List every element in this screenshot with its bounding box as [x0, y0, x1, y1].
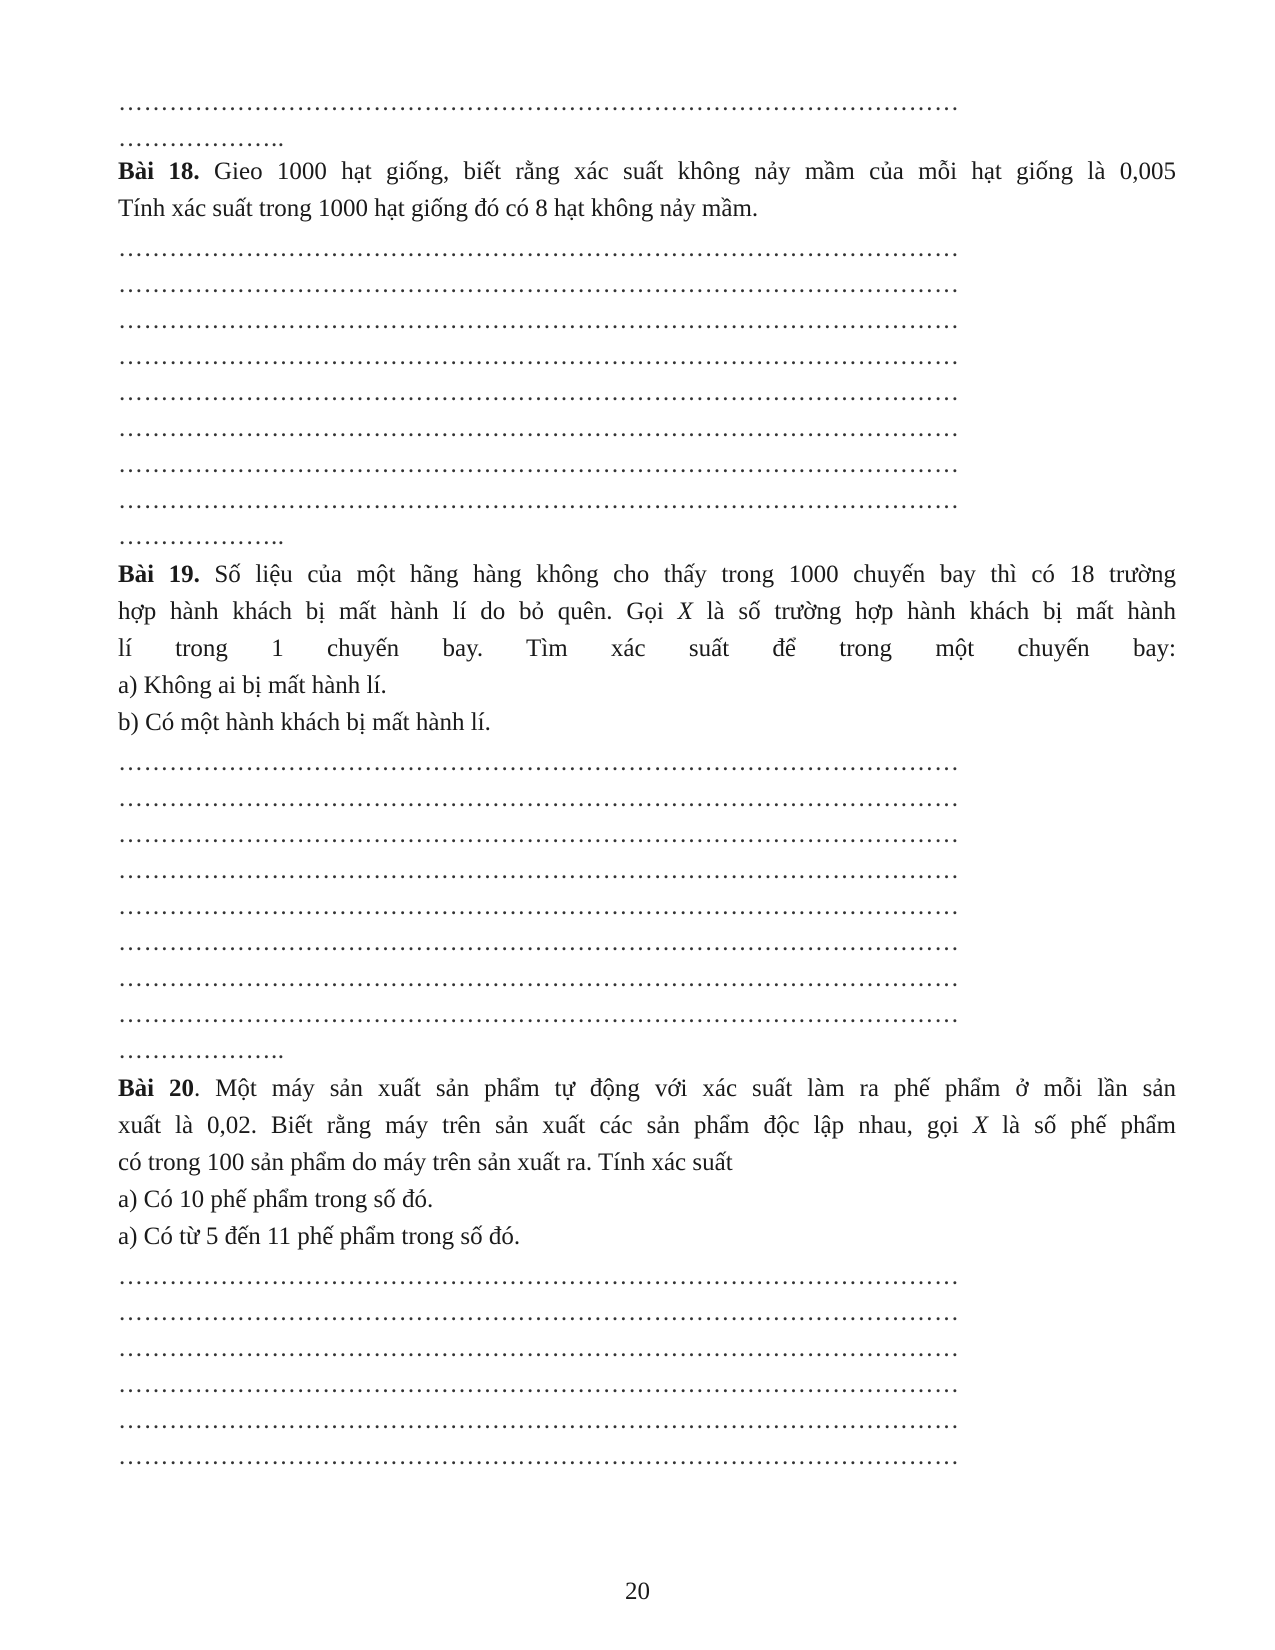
answer-line: ………………………………………………………………………………………	[118, 235, 960, 262]
answer-line: ………………………………………………………………………………………	[118, 1371, 960, 1398]
answer-line: ………………………………………………………………………………………	[118, 1335, 960, 1362]
exercise-20-line-1: Bài 20. Một máy sản xuất sản phẩm tự động với xác suất làm ra phế phẩm ở mỗi lần sản	[118, 1075, 1176, 1102]
answer-line: ………………………………………………………………………………………	[118, 343, 960, 370]
page-number: 20	[625, 1578, 650, 1605]
answer-line: ………………………………………………………………………………………	[118, 415, 960, 442]
answer-line-short: ………………..	[118, 523, 285, 550]
exercise-20-label: Bài 20	[118, 1075, 195, 1102]
exercise-20-line-2: xuất là 0,02. Biết rằng máy trên sản xuất các sản phẩm độc lập nhau, gọi X là số phế phẩm	[118, 1112, 1176, 1139]
answer-line: ………………………………………………………………………………………	[118, 785, 960, 812]
answer-line-short: ………………..	[118, 1037, 285, 1064]
answer-line: ………………………………………………………………………………………	[118, 379, 960, 406]
answer-line: ………………………………………………………………………………………	[118, 749, 960, 776]
exercise-19-line-3: lí trong 1 chuyến bay. Tìm xác suất để trong một chuyến bay:	[118, 635, 1176, 662]
answer-line: ………………………………………………………………………………………	[118, 857, 960, 884]
answer-line: ………………………………………………………………………………………	[118, 271, 960, 298]
exercise-20-line-3: có trong 100 sản phẩm do máy trên sản xuất ra. Tính xác suất	[118, 1149, 733, 1176]
exercise-20-item-b: a) Có từ 5 đến 11 phế phẩm trong số đó.	[118, 1223, 521, 1250]
answer-line: ………………………………………………………………………………………	[118, 965, 960, 992]
exercise-18-line-2: Tính xác suất trong 1000 hạt giống đó có 8 hạt không nảy mầm.	[118, 195, 759, 222]
answer-line: ………………………………………………………………………………………	[118, 1443, 960, 1470]
exercise-18-line-1: Bài 18. Gieo 1000 hạt giống, biết rằng xác suất không nảy mầm của mỗi hạt giống là 0,005	[118, 158, 1177, 185]
answer-line: ………………………………………………………………………………………	[118, 451, 960, 478]
answer-line-short: ………………..	[118, 125, 285, 152]
variable-x: X	[677, 598, 693, 625]
exercise-19-label: Bài 19.	[118, 561, 200, 588]
exercise-19-item-a: a) Không ai bị mất hành lí.	[118, 672, 387, 699]
answer-line: ………………………………………………………………………………………	[118, 487, 960, 514]
answer-line: ………………………………………………………………………………………	[118, 821, 960, 848]
answer-line: ………………………………………………………………………………………	[118, 1407, 960, 1434]
exercise-20-item-a: a) Có 10 phế phẩm trong số đó.	[118, 1186, 434, 1213]
exercise-19-item-b: b) Có một hành khách bị mất hành lí.	[118, 709, 491, 736]
answer-line: ………………………………………………………………………………………	[118, 1299, 960, 1326]
variable-x: X	[972, 1112, 989, 1139]
exercise-18-label: Bài 18.	[118, 158, 200, 185]
answer-line: ………………………………………………………………………………………	[118, 307, 960, 334]
answer-line: ………………………………………………………………………………………	[118, 929, 960, 956]
answer-line: ………………………………………………………………………………………	[118, 1001, 960, 1028]
answer-line: ………………………………………………………………………………………	[118, 1263, 960, 1290]
exercise-19-line-1: Bài 19. Số liệu của một hãng hàng không cho thấy trong 1000 chuyến bay thì có 18 trường	[118, 561, 1176, 588]
answer-line: ………………………………………………………………………………………	[118, 893, 960, 920]
exercise-19-line-2: hợp hành khách bị mất hành lí do bỏ quên. Gọi X là số trường hợp hành khách bị mất hành	[118, 598, 1176, 625]
answer-line: ………………………………………………………………………………………	[118, 89, 960, 116]
